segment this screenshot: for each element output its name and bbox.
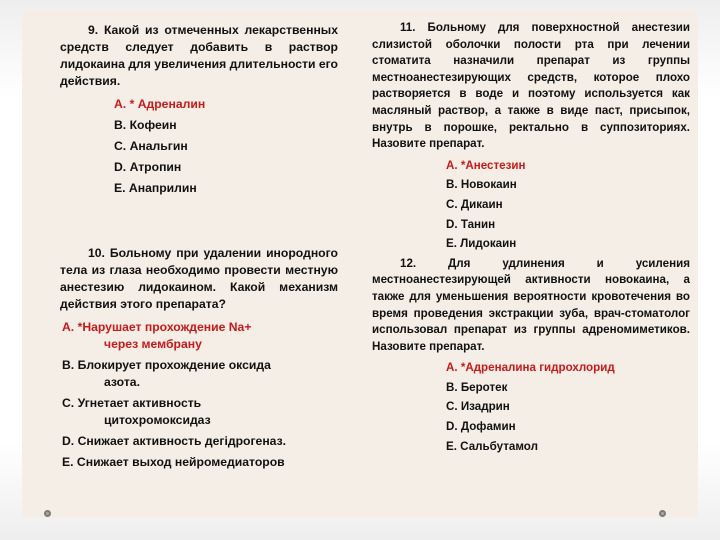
q9-option-b: В. Кофеин	[114, 118, 177, 132]
question-12-text: 12. Для удлинения и усиления местноанестезирующей активности новокаина, а также для уменьшения вероятности кровотечения во время проведения экстракции зуба, врач-стоматолог использовал препарат из группы адреномиметиков. Назовите препарат.	[372, 256, 690, 353]
left-column	[60, 22, 338, 471]
right-column	[372, 20, 690, 455]
q10-option-e: Е. Снижает выход нейромедиаторов	[62, 455, 285, 469]
q10-option-a-line1: А. *Нарушает прохождение Na+	[62, 320, 252, 334]
q9-option-a: А. * Адреналин	[114, 97, 206, 111]
q10-option-c-line2: цитохромоксидаз	[104, 413, 211, 427]
question-9-text: 9. Какой из отмеченных лекарственных средств следует добавить в раствор лидокаина для увеличения длительности его действия.	[60, 23, 338, 88]
q11-option-b: В. Новокаин	[446, 178, 517, 192]
q10-option-a	[60, 319, 338, 353]
slide-bullet-left-icon	[44, 510, 51, 517]
slide-bullet-right-icon	[659, 510, 666, 517]
q10-option-b-line2: азота.	[104, 375, 140, 389]
q9-option-e: Е. Анаприлин	[114, 181, 197, 195]
q10-option-c	[60, 395, 338, 429]
q12-option-c: С. Изадрин	[446, 400, 510, 414]
q10-option-b	[60, 357, 338, 391]
q11-option-c: С. Дикаин	[446, 197, 503, 211]
q11-option-a: А. *Анестезин	[446, 158, 526, 172]
q11-option-d: D. Танин	[446, 217, 496, 231]
q12-option-a: А. *Адреналина гидрохлорид	[446, 361, 615, 375]
q10-option-b-line1: В. Блокирует прохождение оксида	[62, 358, 271, 372]
question-10-text: 10. Больному при удалении инородного тела из глаза необходимо провести местную анестезию лидокаином. Какой механизм действия этого препарата?	[60, 246, 338, 311]
q12-option-e: Е. Сальбутамол	[446, 439, 538, 453]
q11-option-e: Е. Лидокаин	[446, 237, 517, 251]
q10-option-a-line2: через мембрану	[104, 337, 202, 351]
q10-option-c-line1: С. Угнетает активность	[62, 396, 202, 410]
q12-option-d: D. Дофамин	[446, 420, 516, 434]
question-11-text: 11. Больному для поверхностной анестезии слизистой оболочки полости рта при лечении стоматита назначили препарат из группы местноанестезирующих средств, которое плохо растворяется в воде и поэтому используется как масляный раствор, а также в виде паст, присыпок, внутрь в порошке, ректально в суппозиториях. Назовите препарат.	[372, 21, 690, 151]
q9-option-d: D. Атропин	[114, 160, 182, 174]
q12-option-b: В. Беротек	[446, 380, 508, 394]
q10-option-d: D. Снижает активность дегідрогеназ.	[62, 434, 287, 448]
q9-option-c: С. Анальгин	[114, 139, 188, 153]
